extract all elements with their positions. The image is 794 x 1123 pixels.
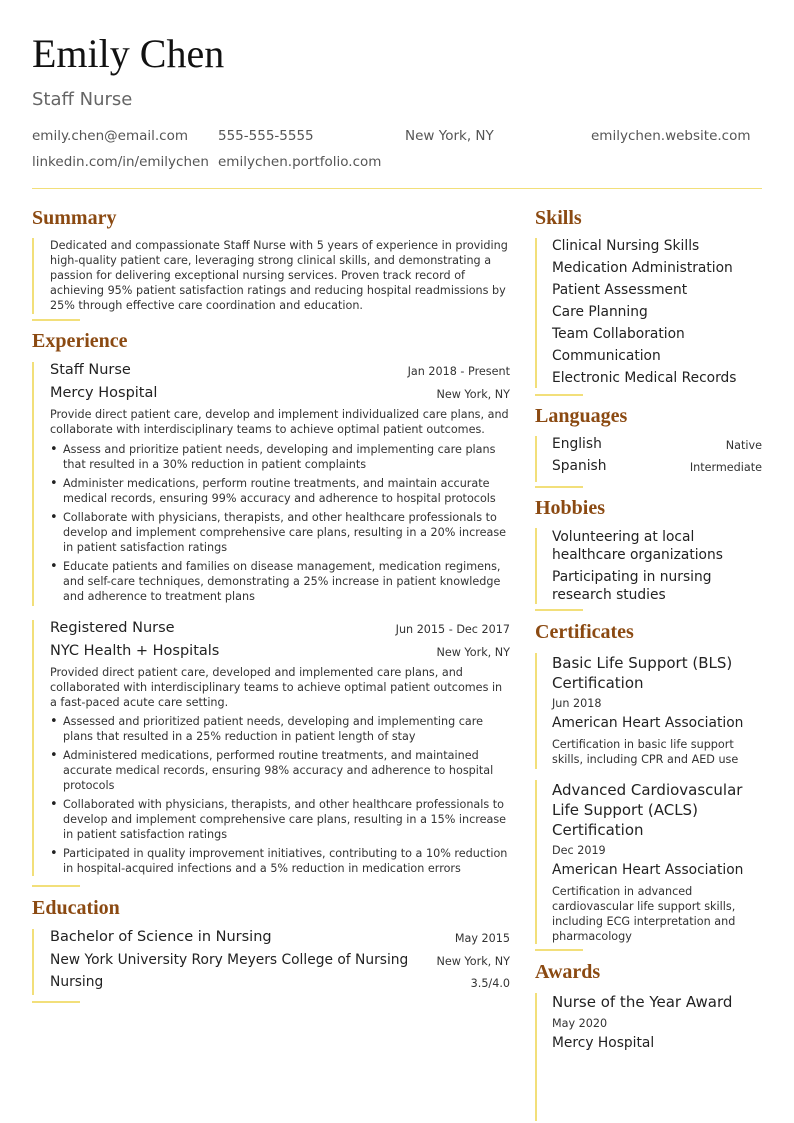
certificates-heading: Certificates <box>535 621 634 643</box>
job-2-employer: NYC Health + Hospitals <box>50 643 220 659</box>
awards-heading: Awards <box>535 961 601 983</box>
skill-item: Electronic Medical Records <box>552 370 737 386</box>
experience-heading: Experience <box>32 330 128 352</box>
website-link[interactable]: emilychen.website.com <box>591 128 751 144</box>
header-divider <box>32 188 762 189</box>
hobbies-underline <box>535 609 583 611</box>
skill-item: Team Collaboration <box>552 326 685 342</box>
hobbies-bar <box>535 528 537 604</box>
job-2-bullet: • Administered medications, performed routine treatments, and maintained accurate medical records, ensuring 98% accuracy and adherence to hospital protocols <box>63 748 509 793</box>
certificate-2-bar <box>535 780 537 944</box>
summary-bar <box>32 238 34 314</box>
certificate-1-bar <box>535 653 537 769</box>
certificate-2-description: Certification in advanced cardiovascular life support skills, including ECG interpretation and pharmacology <box>552 885 736 943</box>
certificate-1-description: Certification in basic life support skills, including CPR and AED use <box>552 738 739 766</box>
skill-item: Medication Administration <box>552 260 733 276</box>
summary-underline <box>32 319 80 321</box>
job-1-employer: Mercy Hospital <box>50 385 158 401</box>
languages-heading: Languages <box>535 405 628 427</box>
award-name: Nurse of the Year Award <box>552 993 733 1011</box>
certificate-2-issuer: American Heart Association <box>552 862 744 878</box>
job-2-bullet: • Collaborated with physicians, therapists, and other healthcare professionals to develop and implement comprehensive care plans, resulting in a 15% increase in patient satisfaction ratings <box>63 797 509 842</box>
certificates-underline <box>535 949 583 951</box>
hobby-item: Volunteering at local healthcare organizations <box>552 529 723 563</box>
portfolio-link[interactable]: emilychen.portfolio.com <box>218 154 382 170</box>
job-2-bar <box>32 620 34 876</box>
email-link[interactable]: emily.chen@email.com <box>32 128 189 144</box>
candidate-name: Emily Chen <box>32 31 225 76</box>
experience-underline <box>32 885 80 887</box>
certificate-1-name: Basic Life Support (BLS) Certification <box>552 654 733 692</box>
education-school: New York University Rory Meyers College of Nursing <box>50 952 409 968</box>
location-text: New York, NY <box>405 128 494 144</box>
job-2-dates: Jun 2015 - Dec 2017 <box>395 623 510 636</box>
education-underline <box>32 1001 80 1003</box>
job-2-location: New York, NY <box>436 646 510 659</box>
job-2-title: Registered Nurse <box>50 620 175 636</box>
skills-underline <box>535 394 583 396</box>
job-2-bullet: • Assessed and prioritized patient needs, developing and implementing care plans that resulted in a 25% reduction in patient length of stay <box>63 714 509 744</box>
education-location: New York, NY <box>436 955 510 968</box>
languages-bar <box>535 436 537 482</box>
hobby-item: Participating in nursing research studies <box>552 569 712 603</box>
skill-item: Communication <box>552 348 661 364</box>
education-heading: Education <box>32 897 120 919</box>
education-degree: Bachelor of Science in Nursing <box>50 929 272 945</box>
job-1-title: Staff Nurse <box>50 362 131 378</box>
job-2-description: Provided direct patient care, developed and implemented care plans, and collaborated with interdisciplinary teams to achieve optimal patient outcomes in a fast-paced acute care setting. <box>50 666 503 709</box>
certificate-2-name: Advanced Cardiovascular Life Support (ACLS) Certification <box>552 781 743 839</box>
job-1-dates: Jan 2018 - Present <box>407 365 510 378</box>
award-date: May 2020 <box>552 1017 608 1030</box>
job-1-bullet: • Administer medications, perform routine treatments, and maintain accurate medical records, ensuring 99% accuracy and adherence to hospital protocols <box>63 476 509 506</box>
job-2-bullet: • Participated in quality improvement initiatives, contributing to a 10% reduction in hospital-acquired infections and a 5% reduction in medication errors <box>63 846 509 876</box>
hobbies-heading: Hobbies <box>535 497 606 519</box>
summary-heading: Summary <box>32 207 117 229</box>
job-1-bar <box>32 362 34 606</box>
linkedin-link[interactable]: linkedin.com/in/emilychen <box>32 154 209 170</box>
job-1-bullet: • Educate patients and families on disease management, medication regimens, and self-care techniques, demonstrating a 25% increase in patient knowledge and adherence to treatment plans <box>63 559 509 604</box>
education-date: May 2015 <box>454 932 510 945</box>
certificate-1-issuer: American Heart Association <box>552 715 744 731</box>
language-level: Intermediate <box>689 461 762 474</box>
education-field: Nursing <box>50 974 104 990</box>
language-name: Spanish <box>552 458 607 474</box>
skills-bar <box>535 238 537 388</box>
awards-bar <box>535 993 537 1121</box>
job-1-bullet: • Assess and prioritize patient needs, developing and implementing care plans that resulted in a 30% reduction in patient complaints <box>63 442 509 472</box>
education-gpa: 3.5/4.0 <box>470 977 510 990</box>
certificate-2-date: Dec 2019 <box>552 844 606 857</box>
candidate-title: Staff Nurse <box>32 89 133 110</box>
certificate-1-date: Jun 2018 <box>552 697 602 710</box>
award-issuer: Mercy Hospital <box>552 1035 655 1051</box>
job-1-bullet: • Collaborate with physicians, therapists, and other healthcare professionals to develop and implement comprehensive care plans, resulting in a 20% increase in patient satisfaction ratings <box>63 510 509 555</box>
language-level: Native <box>725 439 762 452</box>
language-name: English <box>552 436 602 452</box>
phone-number: 555-555-5555 <box>218 128 314 144</box>
skill-item: Patient Assessment <box>552 282 688 298</box>
skill-item: Care Planning <box>552 304 648 320</box>
languages-underline <box>535 486 583 488</box>
job-1-description: Provide direct patient care, develop and implement individualized care plans, and collaborate with interdisciplinary teams to achieve optimal patient outcomes. <box>50 408 509 436</box>
job-1-location: New York, NY <box>436 388 510 401</box>
education-bar <box>32 929 34 995</box>
skill-item: Clinical Nursing Skills <box>552 238 700 254</box>
skills-heading: Skills <box>535 207 582 229</box>
summary-text: Dedicated and compassionate Staff Nurse with 5 years of experience in providing high-quality patient care, leveraging strong clinical skills, and demonstrating a passion for delivering exceptional nursing services. Proven track record of achieving 95% patient satisfaction ratings and reducing hospital readmissions by 25% through effective care coordination and education. <box>50 239 508 312</box>
